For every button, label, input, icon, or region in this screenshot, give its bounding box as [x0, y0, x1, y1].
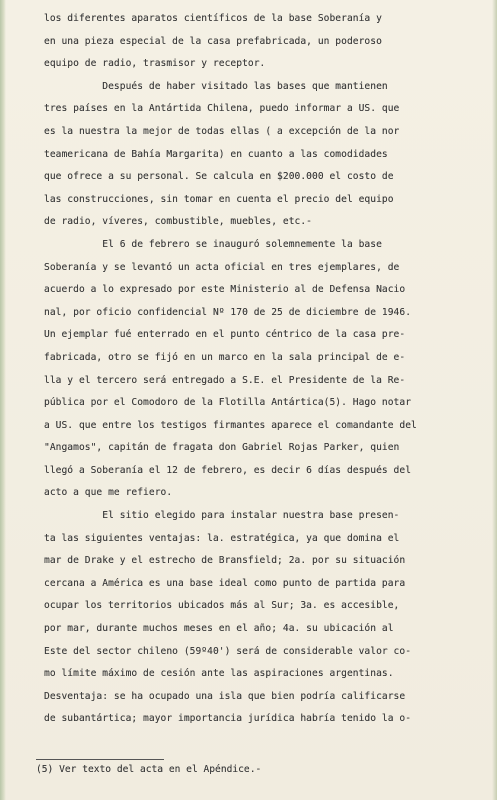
page-edge-left — [0, 0, 6, 800]
text-line: mo límite máximo de cesión ante las aspiraciones argentinas. — [44, 668, 394, 680]
text-line: es la nuestra la mejor de todas ellas ( a excepción de la nor — [44, 125, 400, 137]
text-line: de subantártica; mayor importancia jurídica habría tenido la o- — [44, 713, 412, 725]
text-line: Este del sector chileno (59º40') será de considerable valor co- — [44, 645, 412, 657]
text-line: Soberanía y se levantó un acta oficial en tres ejemplares, de — [44, 261, 400, 273]
page-edge-right — [492, 0, 497, 800]
text-line: equipo de radio, trasmisor y receptor. — [44, 58, 266, 70]
text-line: tres países en la Antártida Chilena, puedo informar a US. que — [44, 103, 400, 115]
text-line: a US. que entre los testigos firmantes aparece el comandante del — [44, 419, 417, 431]
text-line: lla y el tercero será entregado a S.E. el Presidente de la Re- — [44, 374, 406, 386]
text-line: ocupar los territorios ubicados más al Sur; 3a. es accesible, — [44, 600, 400, 612]
text-line: "Angamos", capitán de fragata don Gabriel Rojas Parker, quien — [44, 442, 400, 454]
text-line: llegó a Soberanía el 12 de febrero, es decir 6 días después del — [44, 464, 412, 476]
text-line: Un ejemplar fué enterrado en el punto céntrico de la casa pre- — [44, 329, 406, 341]
text-line: de radio, víveres, combustible, muebles, etc.- — [44, 216, 312, 228]
text-line: por mar, durante muchos meses en el año; 4a. su ubicación al — [44, 623, 394, 635]
text-line: en una pieza especial de la casa prefabricada, un poderoso — [44, 35, 382, 47]
text-line: mar de Drake y el estrecho de Bransfield; 2a. por su situación — [44, 555, 406, 567]
text-line: fabricada, otro se fijó en un marco en la sala principal de e- — [44, 351, 406, 363]
text-line: Después de haber visitado las bases que mantienen — [44, 80, 388, 92]
text-line: cercana a América es una base ideal como punto de partida para — [44, 577, 406, 589]
text-line: ta las siguientes ventajas: la. estratégica, ya que domina el — [44, 532, 400, 544]
text-line: teamericana de Bahía Margarita) en cuanto a las comodidades — [44, 148, 388, 160]
document-body — [44, 8, 484, 731]
text-line: El 6 de febrero se inauguró solemnemente la base — [44, 238, 382, 250]
text-line: Desventaja: se ha ocupado una isla que bien podría calificarse — [44, 690, 406, 702]
footnote: (5) Ver texto del acta en el Apéndice.- — [36, 764, 262, 775]
text-line: pública por el Comodoro de la Flotilla Antártica(5). Hago notar — [44, 397, 412, 409]
text-line: acuerdo a lo expresado por este Ministerio al de Defensa Nacio — [44, 284, 406, 296]
text-line: que ofrece a su personal. Se calcula en $200.000 el costo de — [44, 171, 394, 183]
text-line: El sitio elegido para instalar nuestra base presen- — [44, 510, 400, 522]
text-line: nal, por oficio confidencial Nº 170 de 25 de diciembre de 1946. — [44, 306, 412, 318]
text-line: los diferentes aparatos científicos de la base Soberanía y — [44, 13, 382, 24]
text-line: acto a que me refiero. — [44, 487, 173, 499]
footnote-divider — [36, 759, 164, 760]
text-line: las construcciones, sin tomar en cuenta el precio del equipo — [44, 193, 394, 205]
